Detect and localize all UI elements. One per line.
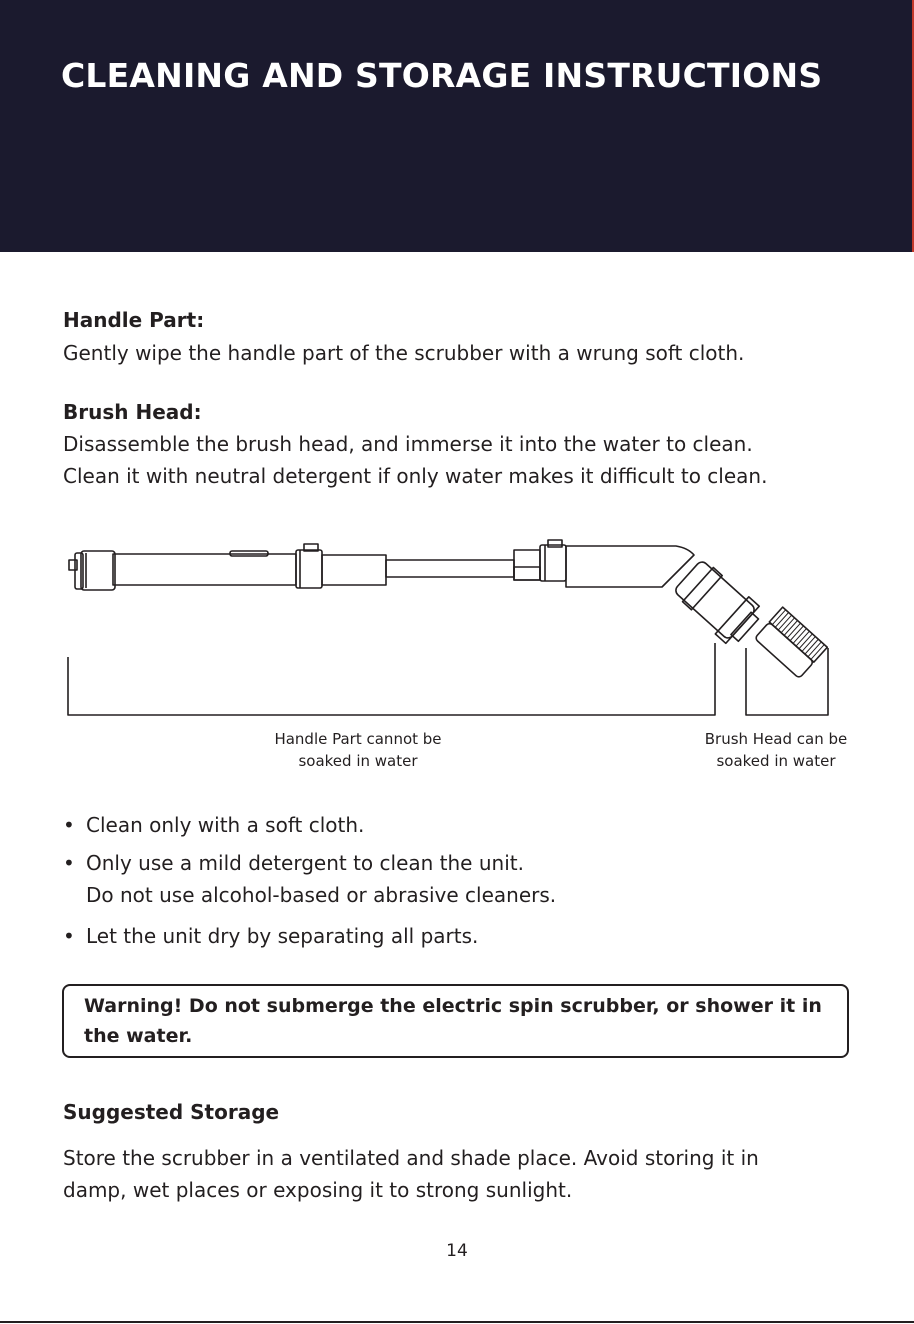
footer-rule bbox=[0, 1321, 914, 1323]
brush-head-heading: Brush Head: bbox=[63, 400, 202, 424]
bullet-dot: • bbox=[63, 851, 75, 875]
brush-head-text bbox=[63, 428, 767, 492]
brush-caption bbox=[666, 728, 886, 772]
scrubber-diagram bbox=[60, 535, 840, 720]
brush-caption-line: Brush Head can be bbox=[704, 730, 848, 748]
detached-brush-illustration bbox=[755, 607, 828, 678]
bullet-text: Only use a mild detergent to clean the unit. bbox=[86, 851, 524, 875]
storage-text bbox=[63, 1142, 759, 1206]
storage-line: damp, wet places or exposing it to strong sunlight. bbox=[63, 1178, 573, 1202]
page-number: 14 bbox=[446, 1241, 468, 1261]
bullet-text: Let the unit dry by separating all parts. bbox=[86, 924, 479, 948]
brush-head-line: Disassemble the brush head, and immerse it into the water to clean. bbox=[63, 432, 753, 456]
bullet-dot: • bbox=[63, 813, 75, 837]
brush-caption-line: soaked in water bbox=[716, 752, 836, 770]
handle-caption-line: soaked in water bbox=[298, 752, 418, 770]
brush-bracket bbox=[746, 648, 828, 715]
handle-caption-line: Handle Part cannot be bbox=[274, 730, 442, 748]
warning-box bbox=[62, 984, 849, 1058]
handle-part-text: Gently wipe the handle part of the scrubber with a wrung soft cloth. bbox=[63, 341, 745, 365]
handle-bracket bbox=[68, 643, 715, 715]
header-banner bbox=[0, 0, 914, 252]
bullet-text: Do not use alcohol-based or abrasive cleaners. bbox=[86, 883, 557, 907]
bullet-text: Clean only with a soft cloth. bbox=[86, 813, 365, 837]
storage-line: Store the scrubber in a ventilated and shade place. Avoid storing it in bbox=[63, 1146, 759, 1170]
warning-text: Warning! Do not submerge the electric spin scrubber, or shower it in the water. bbox=[84, 995, 822, 1047]
handle-caption bbox=[218, 728, 498, 772]
page-title: CLEANING AND STORAGE INSTRUCTIONS bbox=[61, 56, 823, 95]
brush-head-line: Clean it with neutral detergent if only water makes it difficult to clean. bbox=[63, 464, 768, 488]
bullet-dot: • bbox=[63, 924, 75, 948]
handle-part-heading: Handle Part: bbox=[63, 308, 205, 332]
storage-heading: Suggested Storage bbox=[63, 1100, 280, 1124]
scrubber-handle-illustration bbox=[69, 540, 765, 649]
